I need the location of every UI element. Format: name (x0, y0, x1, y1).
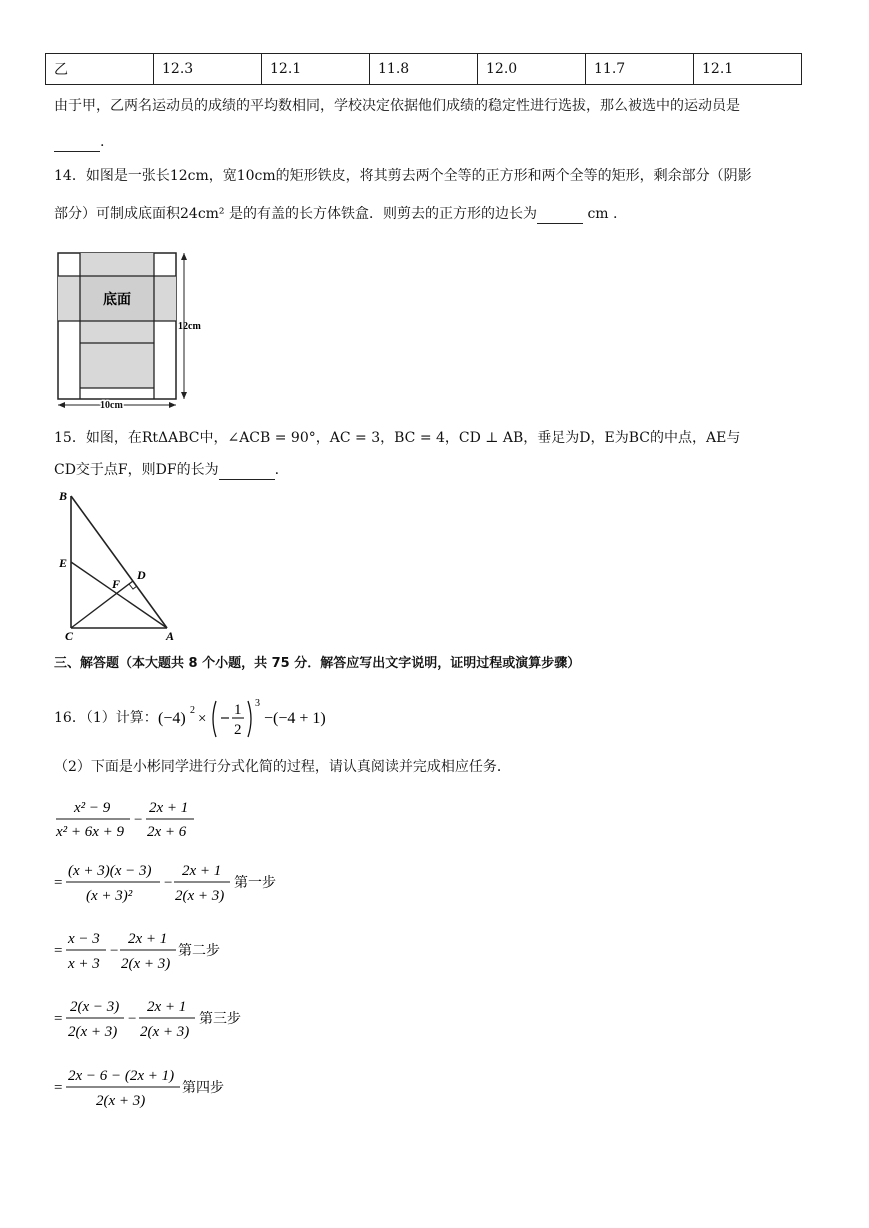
svg-text:3: 3 (255, 698, 260, 709)
q16-expression-original (54, 794, 254, 844)
answer-blank (54, 135, 100, 152)
shaded-side-left (58, 276, 80, 321)
svg-text:2(x + 3): 2(x + 3) (175, 888, 225, 904)
svg-text:x − 3: x − 3 (68, 931, 100, 947)
step-label: 第三步 (199, 1012, 241, 1027)
width-label: 10cm (100, 400, 123, 409)
svg-text:(x + 3)²: (x + 3)² (86, 888, 133, 904)
table-cell: 12.3 (154, 54, 262, 85)
svg-text:−: − (164, 875, 173, 891)
table-row-label: 乙 (46, 54, 154, 85)
svg-text:2x − 6 − (2x + 1): 2x − 6 − (2x + 1) (68, 1068, 175, 1084)
step-label: 第四步 (182, 1081, 224, 1096)
q16-part1 (54, 697, 374, 741)
q16-step4 (54, 1062, 284, 1114)
q16-step2 (54, 925, 274, 977)
svg-text:x² + 6x + 9: x² + 6x + 9 (56, 824, 125, 840)
q14-figure (50, 247, 220, 409)
svg-text:2x + 1: 2x + 1 (182, 863, 222, 879)
base-label: 底面 (103, 293, 131, 308)
q15-line2: CD交于点F，则DF的长为 . (54, 462, 280, 478)
svg-text:×: × (198, 711, 207, 727)
point-D-label: D (137, 568, 146, 582)
shaded-front (80, 321, 154, 343)
point-C-label: C (65, 629, 74, 643)
q14-line2: 部分）可制成底面积24cm² 是的有盖的长方体铁盒．则剪去的正方形的边长为 cm . (54, 206, 618, 222)
table-cell: 12.1 (694, 54, 802, 85)
svg-text:−: − (110, 943, 119, 959)
svg-text:2: 2 (190, 705, 195, 716)
svg-text:−(−4 + 1): −(−4 + 1) (264, 710, 326, 727)
table-cell: 12.1 (262, 54, 370, 85)
svg-text:2: 2 (234, 722, 242, 738)
svg-text:2x + 1: 2x + 1 (147, 999, 187, 1015)
svg-text:2(x + 3): 2(x + 3) (140, 1024, 190, 1040)
height-label: 12cm (178, 321, 201, 332)
svg-text:x² − 9: x² − 9 (74, 800, 111, 816)
svg-text:=: = (54, 1080, 63, 1096)
q15-line1: 15．如图，在RtΔABC中，∠ACB = 90°，AC = 3，BC = 4，CD ⊥ AB，垂足为D，E为BC的中点，AE与 (54, 430, 741, 446)
point-F-label: F (112, 577, 121, 591)
answer-blank (219, 463, 275, 480)
q16-part1-expression (158, 697, 358, 741)
svg-text:2(x + 3): 2(x + 3) (96, 1093, 146, 1109)
section-heading: 三、解答题（本大题共 8 个小题，共 75 分．解答应写出文字说明，证明过程或演算步骤） (54, 656, 581, 671)
svg-text:−: − (134, 812, 143, 828)
svg-text:1: 1 (234, 702, 242, 718)
step-label: 第二步 (178, 944, 220, 959)
table-row (46, 54, 802, 85)
svg-text:x + 3: x + 3 (68, 956, 100, 972)
svg-text:(x + 3)(x − 3): (x + 3)(x − 3) (68, 863, 152, 879)
shaded-lid-strip (80, 253, 154, 276)
point-B-label: B (59, 489, 68, 503)
shaded-lid (80, 343, 154, 388)
svg-text:2x + 1: 2x + 1 (149, 800, 189, 816)
svg-text:2(x − 3): 2(x − 3) (70, 999, 120, 1015)
svg-text:2x + 1: 2x + 1 (128, 931, 168, 947)
svg-text:=: = (54, 943, 63, 959)
table-cell: 11.7 (586, 54, 694, 85)
svg-text:2x + 6: 2x + 6 (147, 824, 187, 840)
q16-part2-text: （2）下面是小彬同学进行分式化简的过程，请认真阅读并完成相应任务． (54, 759, 511, 775)
point-E-label: E (59, 556, 68, 570)
answer-blank (537, 207, 583, 224)
q16-part1-label: 16．（1）计算： (54, 710, 158, 726)
svg-text:=: = (54, 1011, 63, 1027)
svg-text:=: = (54, 875, 63, 891)
svg-text:−: − (128, 1011, 137, 1027)
shaded-side-right (154, 276, 176, 321)
svg-text:2(x + 3): 2(x + 3) (121, 956, 171, 972)
q15-triangle-figure (55, 488, 185, 643)
q16-step3 (54, 993, 294, 1045)
step-label: 第一步 (234, 876, 276, 891)
q13-text: 由于甲，乙两名运动员的成绩的平均数相同，学校决定依据他们成绩的稳定性进行选拔，那么被选中的运动员是 (54, 98, 740, 114)
svg-text:(−4): (−4) (158, 710, 186, 727)
svg-text:2(x + 3): 2(x + 3) (68, 1024, 118, 1040)
q14-line1: 14．如图是一张长12cm，宽10cm的矩形铁皮，将其剪去两个全等的正方形和两个全等的矩形，剩余部分（阴影 (54, 168, 752, 184)
table-cell: 12.0 (478, 54, 586, 85)
score-table (45, 53, 802, 85)
table-cell: 11.8 (370, 54, 478, 85)
q16-step1 (54, 857, 314, 909)
q13-answer-line: . (54, 132, 104, 152)
point-A-label: A (166, 629, 175, 643)
